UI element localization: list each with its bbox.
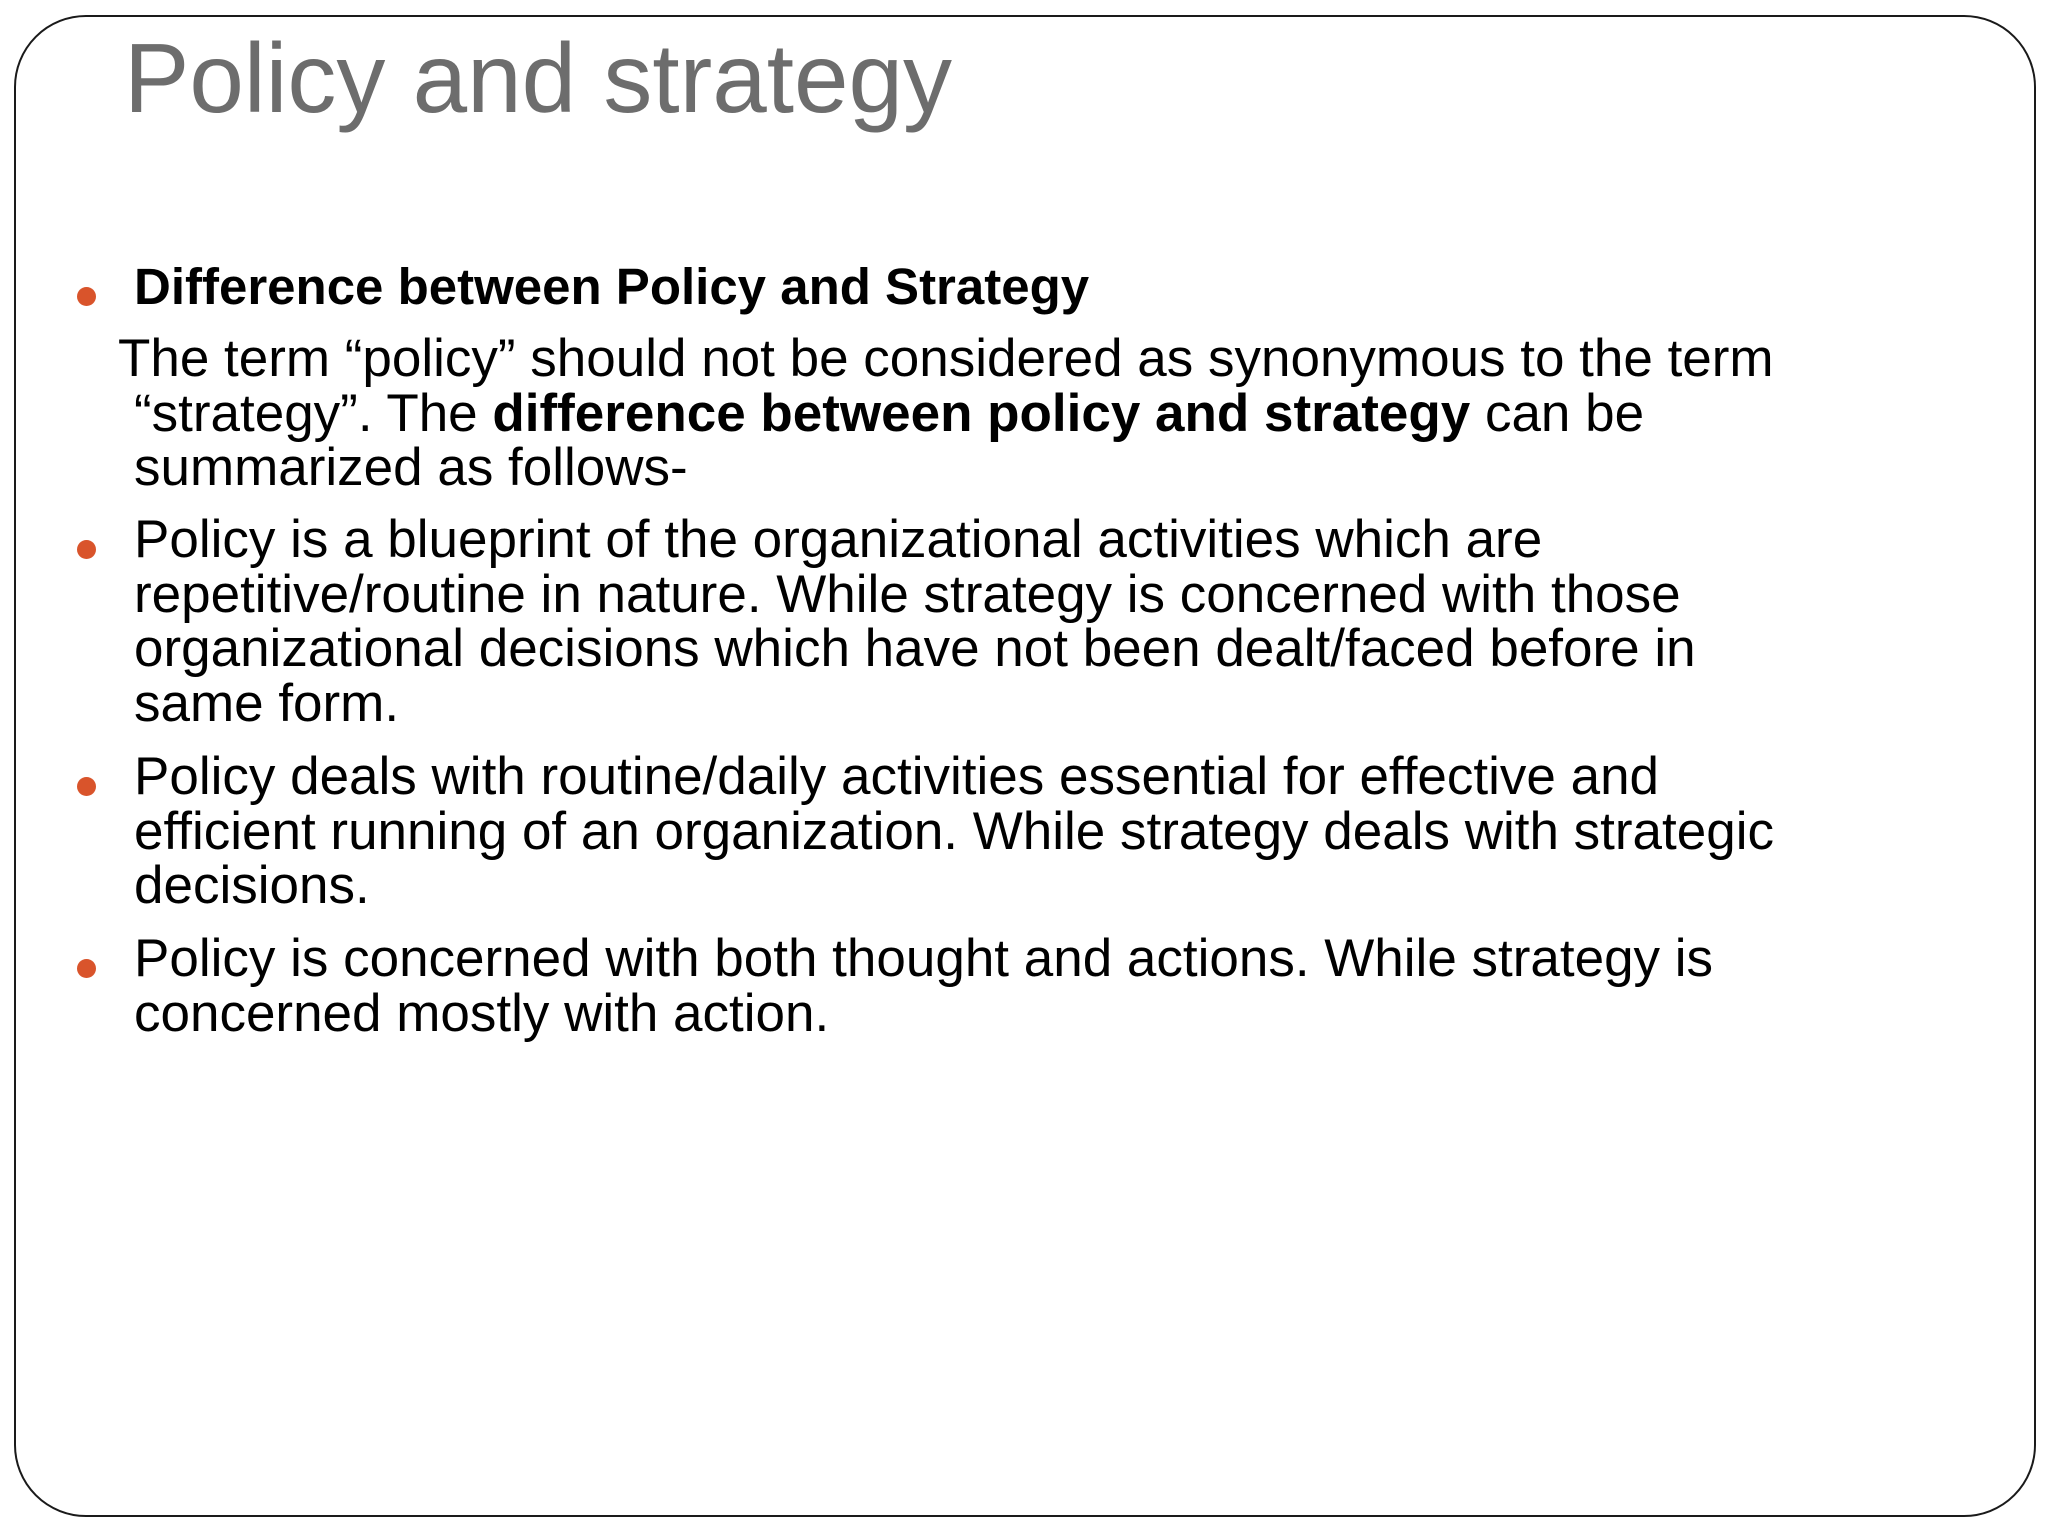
bullet-line: decisions. <box>134 856 370 915</box>
slide-title: Policy and strategy <box>124 23 952 133</box>
bullet-dot-icon <box>77 540 96 559</box>
bullet-line: efficient running of an organization. While strategy deals with strategic <box>134 801 1774 861</box>
bullet-line: concerned mostly with action. <box>134 983 830 1043</box>
bullet-line: same form. <box>134 673 400 733</box>
intro-line-3: summarized as follows- <box>134 438 688 497</box>
intro-line-2-bold: difference between policy and strategy <box>492 383 1471 443</box>
intro-paragraph <box>118 329 1774 497</box>
bullet-line: Policy deals with routine/daily activities essential for effective and <box>134 747 1660 806</box>
bullet-text <box>134 510 1994 733</box>
bullet-line: repetitive/routine in nature. While strategy is concerned with those <box>134 564 1681 624</box>
bullet-text <box>134 929 1994 1043</box>
bullet-line: Policy is a blueprint of the organizational activities which are <box>134 510 1543 569</box>
bullet-line: Policy is concerned with both thought and actions. While strategy is <box>134 929 1714 988</box>
intro-line-2-end: can be <box>1470 383 1645 443</box>
heading-bullet-text: Difference between Policy and Strategy <box>134 258 1090 315</box>
intro-line-2-start: “strategy”. The <box>134 383 493 443</box>
bullet-dot-icon <box>77 777 96 796</box>
bullet-dot-icon <box>77 287 96 306</box>
intro-line-1: The term “policy” should not be considered as synonymous to the term <box>118 329 1774 388</box>
bullet-dot-icon <box>77 959 96 978</box>
bullet-line: organizational decisions which have not been dealt/faced before in <box>134 619 1696 678</box>
bullet-text <box>134 747 1994 915</box>
intro-line-2 <box>118 383 1774 443</box>
